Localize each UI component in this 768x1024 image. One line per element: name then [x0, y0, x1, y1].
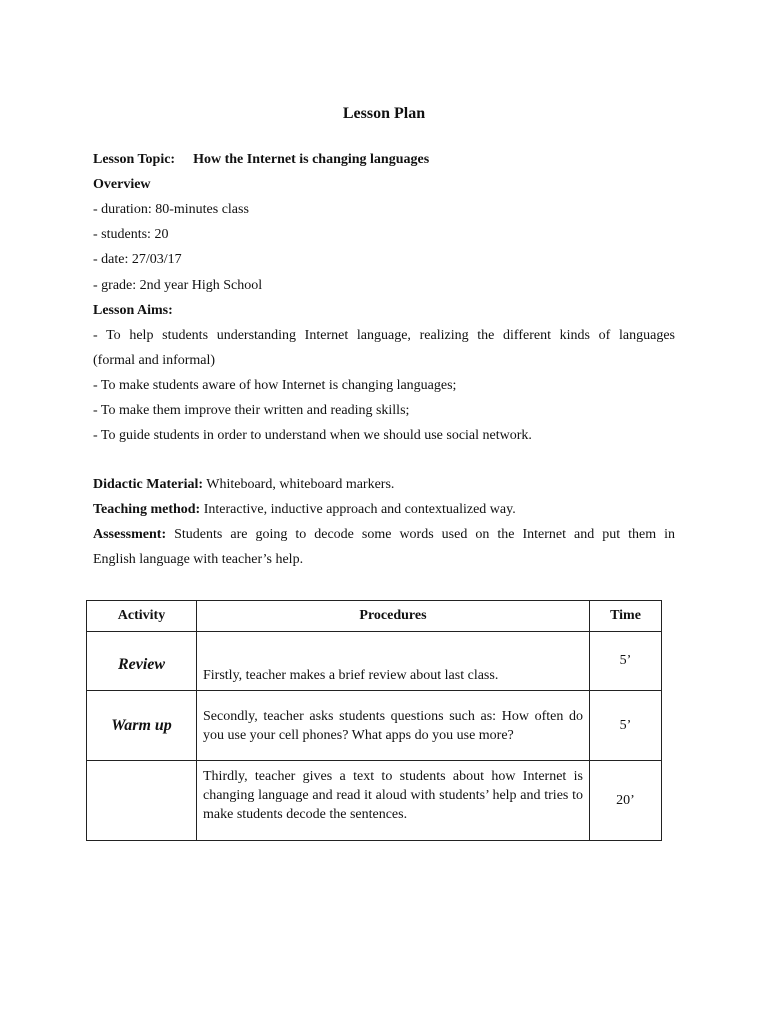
table-row [87, 761, 662, 841]
header-time: Time [590, 601, 662, 632]
time-cell: 5’ [590, 632, 662, 691]
didactic-material-value: Whiteboard, whiteboard markers. [203, 477, 395, 492]
table-row [87, 632, 662, 691]
procedure-cell: Firstly, teacher makes a brief review about last class. [197, 632, 590, 691]
procedure-cell: Thirdly, teacher gives a text to students about how Internet is changing language and read it aloud with students’ help and tries to make students decode the sentences. [197, 761, 590, 841]
aim-1: - To help students understanding Internet language, realizing the different kinds of languages [93, 328, 675, 343]
time-cell: 20’ [590, 761, 662, 841]
table-row [87, 691, 662, 761]
activity-cell [87, 761, 197, 841]
teaching-method-value: Interactive, inductive approach and contextualized way. [200, 502, 516, 517]
overview-grade: - grade: 2nd year High School [93, 278, 263, 293]
teaching-method-label: Teaching method: [93, 502, 201, 517]
didactic-material-label: Didactic Material: [93, 477, 204, 492]
aim-4: - To guide students in order to understand when we should use social network. [93, 428, 532, 443]
didactic-material [93, 472, 675, 497]
overview-heading: Overview [93, 177, 151, 192]
activity-cell: Review [87, 632, 197, 691]
lesson-topic-label: Lesson Topic: [93, 152, 176, 167]
table-header-row [87, 601, 662, 632]
overview-duration: - duration: 80-minutes class [93, 202, 249, 217]
overview-date: - date: 27/03/17 [93, 252, 182, 267]
overview-students: - students: 20 [93, 227, 169, 242]
lesson-topic [93, 147, 675, 172]
procedure-cell: Secondly, teacher asks students questions such as: How often do you use your cell phones? What apps do you use more? [197, 691, 590, 761]
header-procedures: Procedures [197, 601, 590, 632]
lesson-topic-value: How the Internet is changing languages [193, 152, 430, 167]
assessment-label: Assessment: [93, 527, 167, 542]
header-activity: Activity [87, 601, 197, 632]
assessment [93, 522, 675, 547]
aim-2: - To make students aware of how Internet is changing languages; [93, 378, 457, 393]
page-title: Lesson Plan [342, 105, 426, 122]
aim-1-continued: (formal and informal) [93, 353, 216, 368]
activity-cell: Warm up [87, 691, 197, 761]
procedures-table [86, 600, 662, 841]
aim-3: - To make them improve their written and reading skills; [93, 403, 410, 418]
time-cell: 5’ [590, 691, 662, 761]
aims-heading: Lesson Aims: [93, 303, 173, 318]
teaching-method [93, 497, 675, 522]
assessment-continued: English language with teacher’s help. [93, 552, 304, 567]
assessment-value: Students are going to decode some words used on the Internet and put them in [166, 527, 675, 542]
